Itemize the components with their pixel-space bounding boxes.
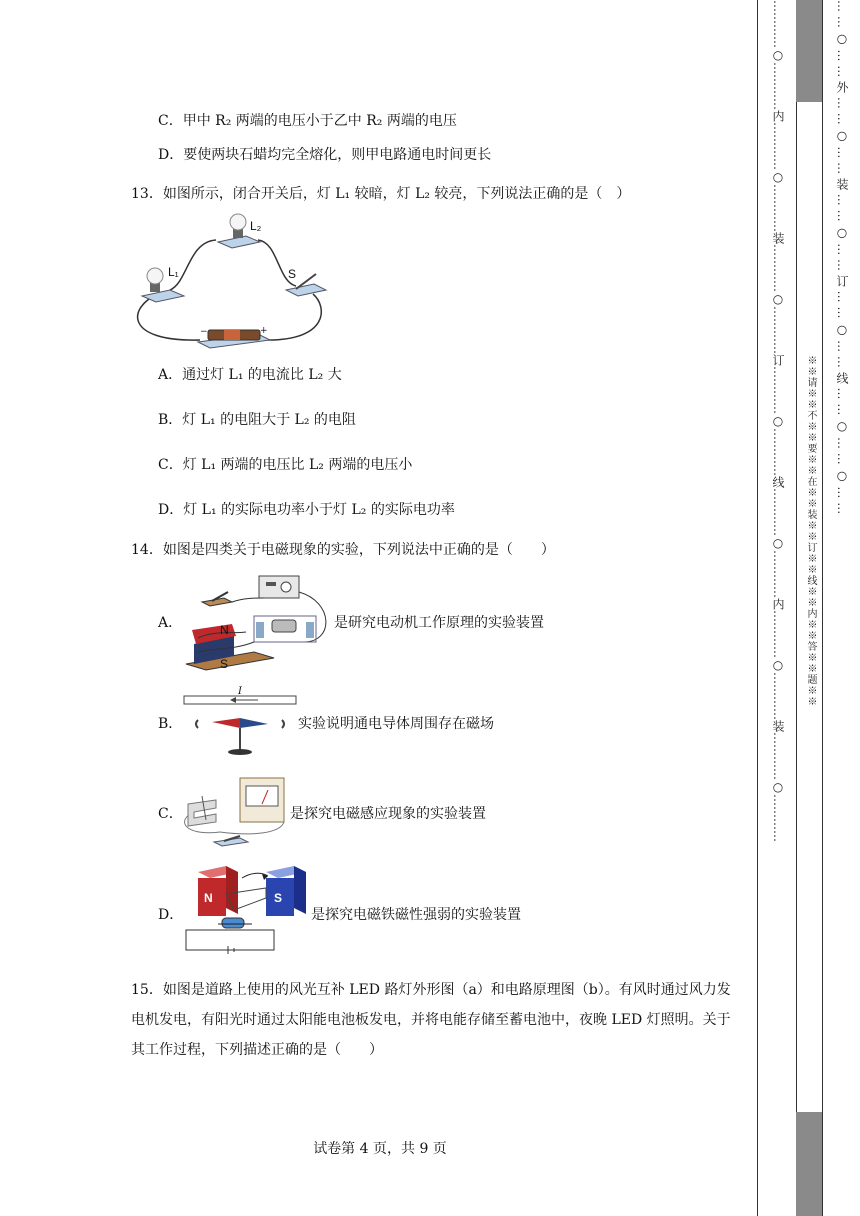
label-s: S <box>288 267 297 281</box>
q14-a-motor-figure <box>184 572 334 672</box>
q13-circuit-figure <box>128 212 328 352</box>
q14-a-label: A． <box>158 615 183 631</box>
label-minus: − <box>200 327 208 337</box>
q14-a-n-label: N <box>220 623 229 637</box>
margin-border-outer <box>757 0 758 1216</box>
margin-warning-note: ※※请※※不※※要※※在※※装※※订※※线※※内※※答※※题※※ <box>805 355 816 707</box>
q13-option-c: C．灯 L₁ 两端的电压比 L₂ 两端的电压小 <box>158 457 413 473</box>
svg-text:L₂ <box>250 219 262 233</box>
margin-gray-block-bottom <box>796 1112 822 1216</box>
q13-option-a: A．通过灯 L₁ 的电流比 L₂ 大 <box>158 367 342 383</box>
svg-text:S <box>274 891 282 905</box>
q14-a-text: 是研究电动机工作原理的实验装置 <box>334 615 544 631</box>
label-l2: L₂ <box>250 219 262 233</box>
svg-text:N <box>204 891 213 905</box>
margin-border-right <box>822 0 823 1216</box>
q13-option-b: B．灯 L₁ 的电阻大于 L₂ 的电阻 <box>158 412 356 428</box>
q13-option-d: D．灯 L₁ 的实际电功率小于灯 L₂ 的实际电功率 <box>158 502 455 518</box>
q15-stem: 15．如图是道路上使用的风光互补 LED 路灯外形图（a）和电路原理图（b）。有风时通过风力发电机发电，有阳光时通过太阳能电池板发电，并将电能存储至蓄电池中，夜晚 LED 灯照明。关于其工作过程，下列描述正确的是（ ） <box>131 982 731 1058</box>
q14-c-text: 是探究电磁感应现象的实验装置 <box>290 806 486 822</box>
q12-option-c: C．甲中 R₂ 两端的电压小于乙中 R₂ 两端的电压 <box>158 113 457 129</box>
q14-a-s-label: S <box>220 657 229 671</box>
margin-inner-dotline: …………○…………内…………○…………装…………○…………订…………○…………线…………○…………内…………○…………装…………○………… <box>771 0 785 842</box>
svg-text:S <box>220 657 228 671</box>
svg-text:N <box>220 623 229 637</box>
q14-b-current-label: I <box>238 686 242 697</box>
q14-c-induction-figure <box>180 774 290 852</box>
page-footer: 试卷第 4 页，共 9 页 <box>313 1141 447 1157</box>
margin-outer-dotline: … … ○ … … 外 … … ○ … … 装 … … ○ … … 订 … … ○ … … 线 … … ○ … … ○ … … <box>835 0 849 515</box>
margin-border-inner <box>796 0 797 1216</box>
label-plus: + <box>260 326 268 336</box>
q12-option-d: D．要使两块石蜡均完全熔化，则甲电路通电时间更长 <box>158 147 492 163</box>
q14-d-text: 是探究电磁铁磁性强弱的实验装置 <box>311 907 521 923</box>
svg-text:+ <box>260 326 268 336</box>
svg-text:L₁ <box>168 265 179 279</box>
svg-text:S <box>288 267 296 281</box>
q14-d-label: D． <box>158 907 184 923</box>
q14-c-label: C． <box>158 806 183 822</box>
q14-d-generator-figure <box>182 862 310 958</box>
q14-b-oersted-figure <box>182 686 298 758</box>
q14-stem: 14．如图是四类关于电磁现象的实验，下列说法中正确的是（ ） <box>131 542 555 558</box>
margin-gray-block-top <box>796 0 822 102</box>
q14-d-n-label: N <box>204 891 213 905</box>
label-l1: L₁ <box>168 265 179 279</box>
q13-stem: 13．如图所示，闭合开关后，灯 L₁ 较暗，灯 L₂ 较亮，下列说法正确的是（ ） <box>131 186 631 202</box>
q14-b-label: B． <box>158 716 183 732</box>
svg-text:I <box>237 686 243 697</box>
svg-text:− <box>200 327 208 337</box>
q14-d-s-label: S <box>274 891 283 905</box>
q14-b-text: 实验说明通电导体周围存在磁场 <box>298 716 494 732</box>
